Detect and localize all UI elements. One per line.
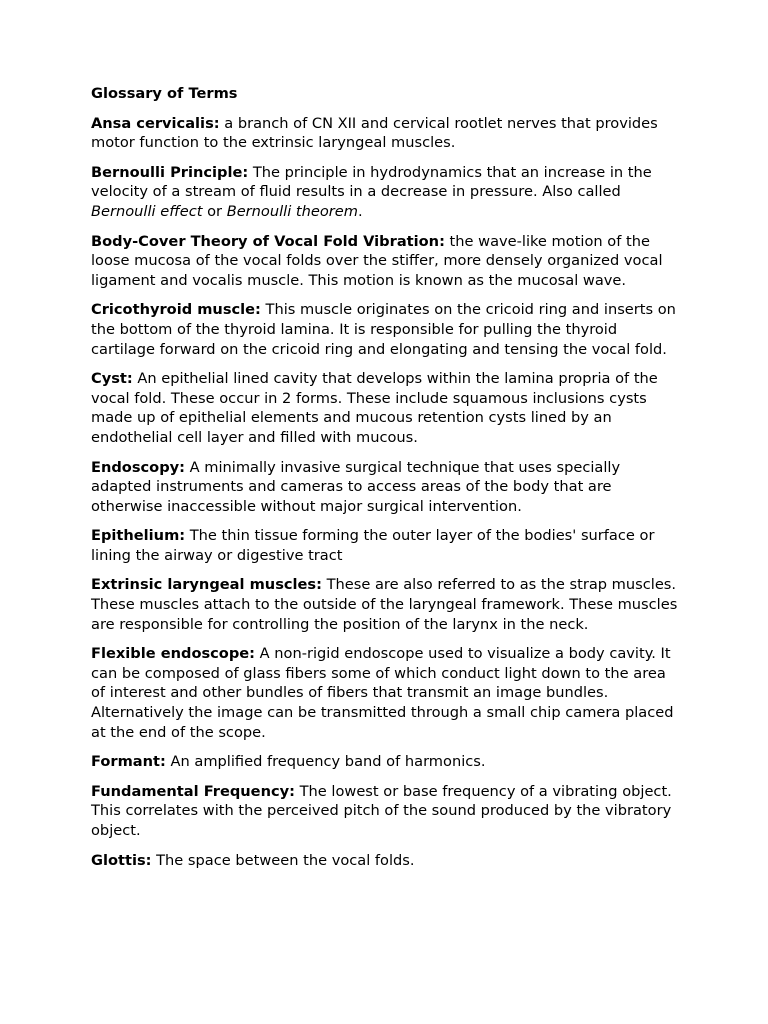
glossary-definition-end: . (357, 202, 363, 220)
glossary-connector: or (202, 202, 227, 220)
glossary-entry-cyst (91, 369, 683, 447)
glossary-definition: An epithelial lined cavity that develops within the lamina propria of the vocal fold. These occur in 2 forms. These include squamous inclusions cysts made up of epithelial elements and mucous retention cysts lined by an endothelial cell layer and filled with mucous. (91, 370, 658, 446)
glossary-term: Epithelium: (91, 527, 186, 545)
glossary-entry-bernoulli-principle (91, 163, 683, 222)
glossary-term: Body-Cover Theory of Vocal Fold Vibration: (91, 232, 445, 250)
glossary-definition: A non-rigid endoscope used to visualize a body cavity. It can be composed of glass fibers some of which conduct light down to the area of interest and other bundles of fibers that transmit an image bundles. Alternatively the image can be transmitted through a small chip camera placed at the end of the scope. (91, 645, 674, 741)
glossary-entry-epithelium (91, 526, 683, 565)
glossary-term: Endoscopy: (91, 458, 185, 476)
glossary-term: Fundamental Frequency: (91, 782, 295, 800)
glossary-definition: A minimally invasive surgical technique that uses specially adapted instruments and cameras to access areas of the body that are otherwise inaccessible without major surgical intervention. (91, 458, 621, 515)
glossary-definition: The thin tissue forming the outer layer of the bodies' surface or lining the airway or digestive tract (91, 527, 655, 564)
document-title: Glossary of Terms (91, 85, 238, 102)
glossary-entry-ansa-cervicalis (91, 114, 683, 153)
glossary-definition: The principle in hydrodynamics that an increase in the velocity of a stream of fluid results in a decrease in pressure. Also called (91, 163, 652, 201)
glossary-term: Extrinsic laryngeal muscles: (91, 576, 322, 594)
glossary-definition: The space between the vocal folds. (151, 851, 415, 869)
glossary-italic-term: Bernoulli theorem (226, 202, 358, 220)
glossary-definition: These are also referred to as the strap muscles. These muscles attach to the outside of the laryngeal framework. These muscles are responsible for controlling the position of the larynx in the neck. (91, 576, 678, 633)
glossary-definition: An amplified frequency band of harmonics. (165, 753, 486, 771)
glossary-entry-glottis (91, 851, 683, 871)
glossary-term: Glottis: (91, 851, 152, 869)
glossary-entry-extrinsic-laryngeal-muscles (91, 575, 683, 634)
glossary-entry-flexible-endoscope (91, 644, 683, 742)
glossary-entry-fundamental-frequency (91, 782, 683, 841)
document-page (91, 84, 683, 880)
glossary-term: Formant: (91, 753, 166, 771)
glossary-term: Ansa cervicalis: (91, 114, 220, 132)
glossary-term: Cyst: (91, 370, 133, 388)
glossary-definition: a branch of CN XII and cervical rootlet nerves that provides motor function to the extrinsic laryngeal muscles. (91, 114, 658, 152)
glossary-term: Flexible endoscope: (91, 645, 256, 663)
glossary-entry-endoscopy (91, 458, 683, 517)
glossary-italic-term: Bernoulli effect (91, 202, 203, 220)
glossary-term: Cricothyroid muscle: (91, 301, 261, 319)
glossary-term: Bernoulli Principle: (91, 163, 249, 181)
glossary-entry-body-cover-theory (91, 232, 683, 291)
glossary-definition: This muscle originates on the cricoid ring and inserts on the bottom of the thyroid lamina. It is responsible for pulling the thyroid cartilage forward on the cricoid ring and elongating and tensing the vocal fold. (91, 301, 676, 358)
glossary-entry-formant (91, 752, 683, 772)
glossary-entry-cricothyroid-muscle (91, 300, 683, 359)
glossary-definition: The lowest or base frequency of a vibrating object. This correlates with the perceived pitch of the sound produced by the vibratory object. (91, 782, 672, 839)
glossary-definition: the wave-like motion of the loose mucosa of the vocal folds over the stiffer, more densely organized vocal ligament and vocalis muscle. This motion is known as the mucosal wave. (91, 232, 663, 289)
